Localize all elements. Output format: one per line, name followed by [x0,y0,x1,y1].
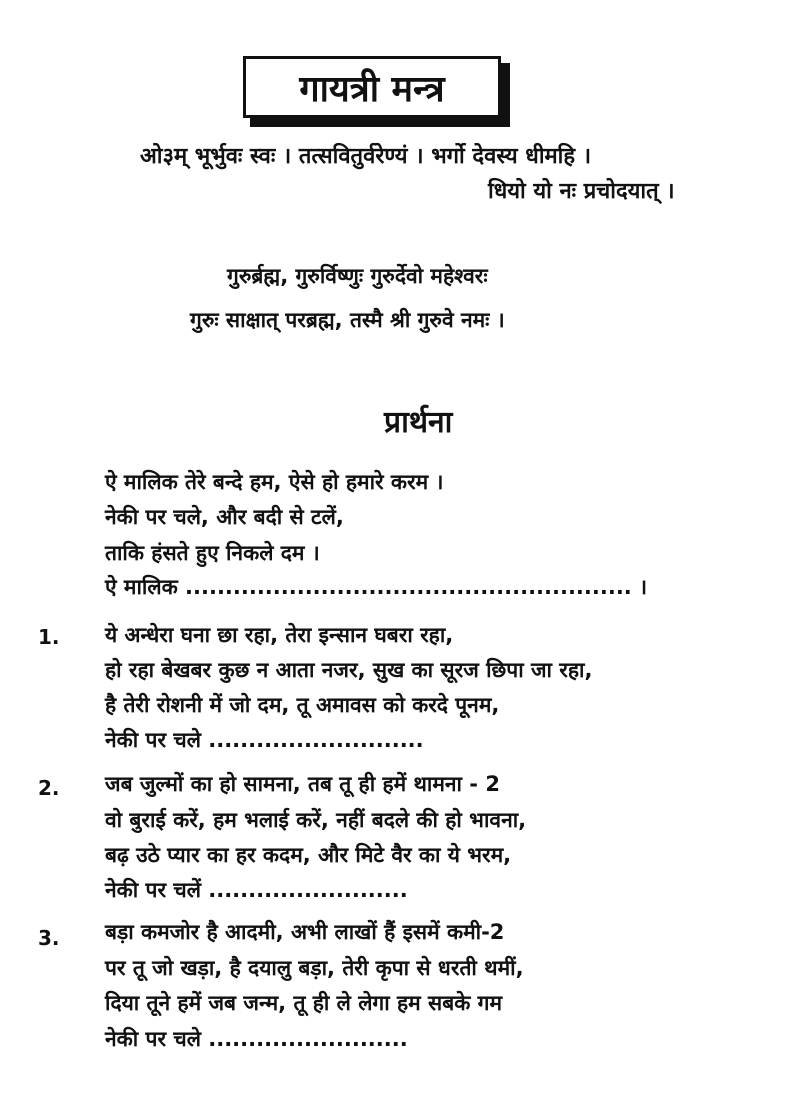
guru-line-2: गुरुः साक्षात् परब्रह्म, तस्मै श्री गुरुवे नमः । [190,308,505,332]
verse-line: है तेरी रोशनी में जो दम, तू अमावस को करदे पूनम, [105,693,500,717]
verse-line: जब जुल्मों का हो सामना, तब तू ही हमें थामना - 2 [105,772,500,796]
mantra-line-1: ओ३म् भूर्भुवः स्वः । तत्सवितुर्वरेण्यं । भर्गो देवस्य धीमहि । [140,144,592,169]
verse-line: नेकी पर चले ......................... [105,1027,408,1051]
guru-line-1: गुरुर्ब्रह्म, गुरुर्विष्णुः गुरुर्देवो महेश्वरः [227,264,488,288]
intro-line: ऐ मालिक ........................................................ । [105,575,648,599]
verse-line: हो रहा बेखबर कुछ न आता नजर, सुख का सूरज छिपा जा रहा, [105,658,593,682]
verse-line: वो बुराई करें, हम भलाई करें, नहीं बदले की हो भावना, [105,808,527,832]
verse-number: 2. [38,776,60,800]
verse-line: बड़ा कमजोर है आदमी, अभी लाखों हैं इसमें कमी-2 [105,920,505,944]
verse-line: बढ़ उठे प्यार का हर कदम, और मिटे वैर का ये भरम, [105,843,512,867]
verse-line: ये अन्धेरा घना छा रहा, तेरा इन्सान घबरा रहा, [105,623,454,647]
intro-line: नेकी पर चले, और बदी से टलें, [105,505,344,529]
verse-line: नेकी पर चलें ......................... [105,878,408,902]
verse-number: 1. [38,625,60,649]
verse-line: दिया तूने हमें जब जन्म, तू ही ले लेगा हम सबके गम [105,991,503,1015]
intro-line: ऐ मालिक तेरे बन्दे हम, ऐसे हो हमारे करम । [105,470,444,494]
verse-number: 3. [38,926,60,950]
verse-line: नेकी पर चले ........................... [105,728,424,752]
mantra-line-2: धियो यो नः प्रचोदयात् । [488,179,675,204]
intro-line: ताकि हंसते हुए निकले दम । [105,541,320,565]
page-title: गायत्री मन्त्र [243,56,501,118]
verse-line: पर तू जो खड़ा, है दयालु बड़ा, तेरी कृपा से धरती थमीं, [105,956,524,980]
prayer-heading: प्रार्थना [384,405,453,440]
